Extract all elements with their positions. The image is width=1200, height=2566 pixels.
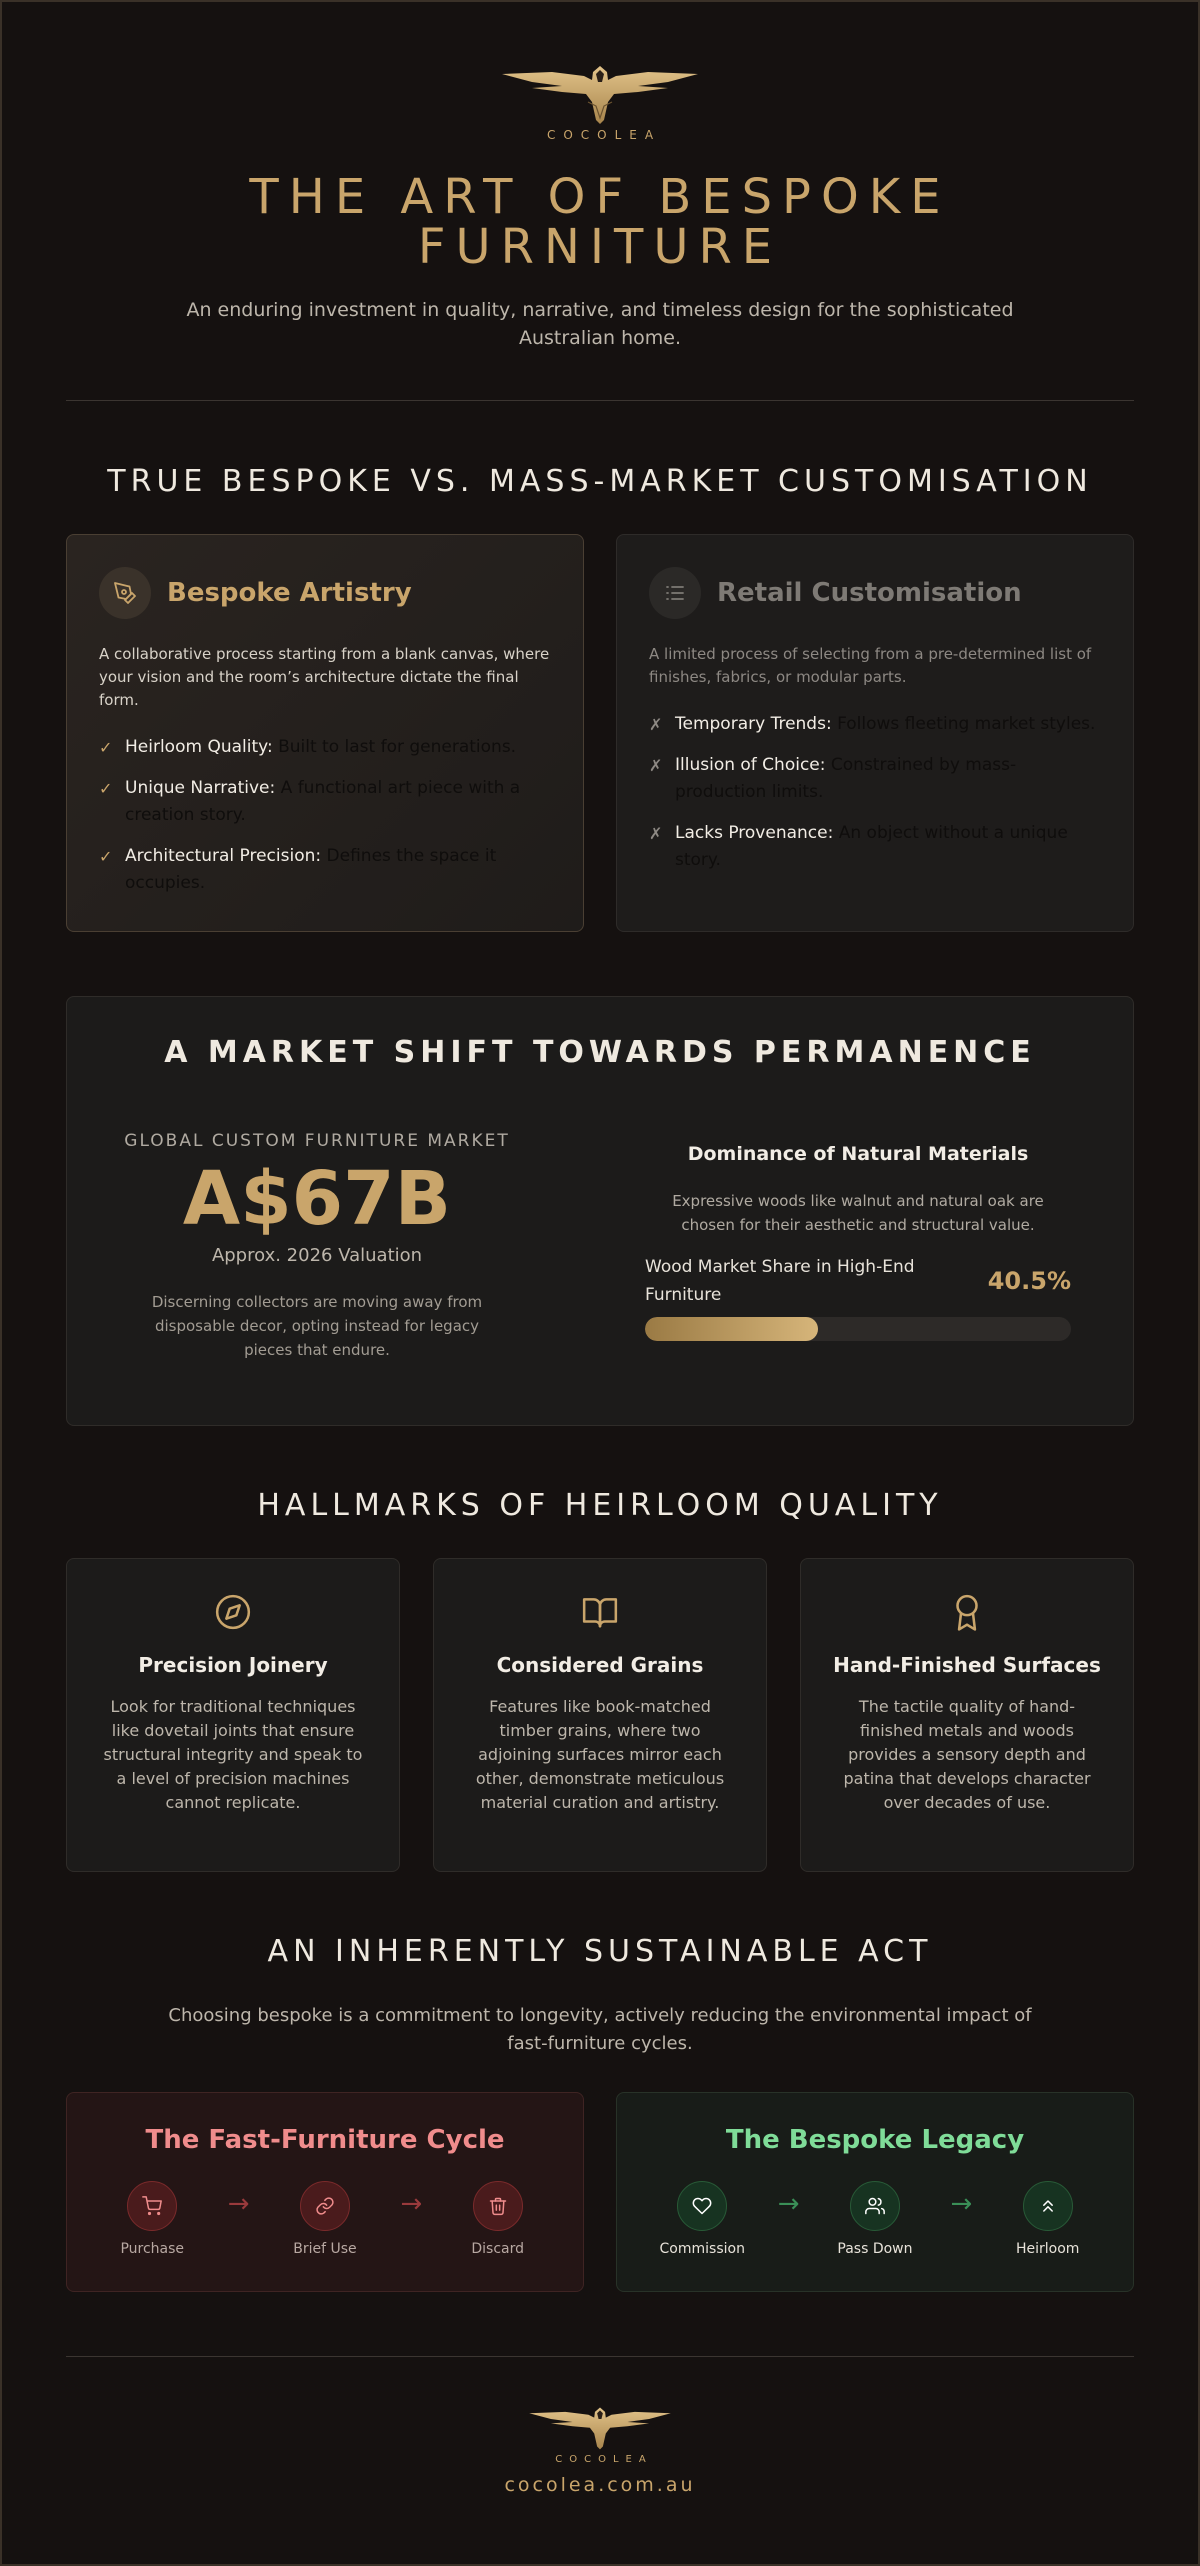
retail-list bbox=[649, 711, 1101, 874]
wood-share-bar-fill bbox=[645, 1317, 818, 1341]
list-item-text: Built to last for generations. bbox=[278, 737, 517, 757]
pen-tool-icon bbox=[99, 567, 151, 619]
retail-description: A limited process of selecting from a pre-determined list of finishes, fabrics, or modular parts. bbox=[649, 645, 1092, 686]
list-item-text: Follows fleeting market styles. bbox=[837, 714, 1096, 734]
bespoke-description: A collaborative process starting from a blank canvas, where your vision and the room’s architecture dictate the final form. bbox=[99, 645, 550, 709]
fast-furniture-cycle bbox=[66, 2092, 584, 2292]
list-item bbox=[649, 820, 1101, 874]
step-label: Heirloom bbox=[1015, 2241, 1080, 2257]
trash-icon bbox=[473, 2181, 523, 2231]
hallmark-title: Precision Joinery bbox=[138, 1653, 328, 1677]
heart-icon bbox=[677, 2181, 727, 2231]
hallmark-description: Look for traditional techniques like dovetail joints that ensure structural integrity and speak to a level of precision machines cannot replicate. bbox=[103, 1697, 363, 1812]
step-label: Discard bbox=[471, 2241, 525, 2257]
sustainable-subtitle: Choosing bespoke is a commitment to longevity, actively reducing the environmental impact of fast-furniture cycles. bbox=[168, 2005, 1032, 2054]
check-icon: ✓ bbox=[99, 779, 113, 798]
cycle-step bbox=[443, 2181, 553, 2257]
market-panel bbox=[66, 996, 1134, 1426]
list-item-label: Illusion of Choice: bbox=[675, 755, 826, 775]
list-item-label: Architectural Precision: bbox=[125, 846, 322, 866]
list-item-text: Constrained by mass-production limits. bbox=[675, 755, 1017, 802]
brand-logo bbox=[0, 62, 1200, 142]
materials-title: Dominance of Natural Materials bbox=[687, 1143, 1029, 1165]
arrow-right-icon: → bbox=[400, 2189, 423, 2219]
check-icon: ✓ bbox=[99, 738, 113, 757]
retail-title: Retail Customisation bbox=[717, 578, 1022, 608]
check-icon: ✓ bbox=[99, 847, 113, 866]
bespoke-legacy-cycle bbox=[616, 2092, 1134, 2292]
list-item bbox=[649, 752, 1101, 806]
divider bbox=[66, 400, 1134, 401]
footer-logo bbox=[0, 2404, 1200, 2465]
arrow-right-icon: → bbox=[227, 2189, 250, 2219]
shopping-cart-icon bbox=[127, 2181, 177, 2231]
compass-icon bbox=[97, 1591, 369, 1633]
list-icon bbox=[649, 567, 701, 619]
link-icon bbox=[300, 2181, 350, 2231]
hallmark-title: Considered Grains bbox=[496, 1653, 704, 1677]
list-item-text: Defines the space it occupies. bbox=[125, 846, 497, 893]
list-item-label: Lacks Provenance: bbox=[675, 823, 834, 843]
eagle-icon bbox=[492, 62, 708, 124]
market-valuation: Approx. 2026 Valuation bbox=[211, 1245, 423, 1266]
cycle-step bbox=[647, 2181, 757, 2257]
arrow-right-icon: → bbox=[950, 2189, 973, 2219]
legacy-cycle-title: The Bespoke Legacy bbox=[725, 2125, 1025, 2155]
hallmark-title: Hand-Finished Surfaces bbox=[833, 1653, 1101, 1677]
list-item-text: An object without a unique story. bbox=[675, 823, 1068, 870]
wood-share-label: Wood Market Share in High-End Furniture bbox=[645, 1257, 915, 1305]
market-value: A$67B bbox=[182, 1156, 452, 1242]
divider bbox=[66, 2356, 1134, 2357]
hallmark-description: The tactile quality of hand-finished metals and woods provides a sensory depth and patina that develops character over decades of use. bbox=[843, 1697, 1091, 1812]
hallmarks-title: HALLMARKS OF HEIRLOOM QUALITY bbox=[257, 1488, 943, 1523]
hero-title: THE ART OF BESPOKE FURNITURE bbox=[249, 169, 951, 275]
wood-share-bar bbox=[645, 1317, 1071, 1341]
market-note: Discerning collectors are moving away from disposable decor, opting instead for legacy pieces that endure. bbox=[151, 1293, 483, 1359]
cycle-step bbox=[270, 2181, 380, 2257]
cross-icon: ✗ bbox=[649, 756, 663, 775]
cycle-step bbox=[97, 2181, 207, 2257]
users-icon bbox=[850, 2181, 900, 2231]
hallmark-description: Features like book-matched timber grains, where two adjoining surfaces mirror each other, demonstrate meticulous material curation and artistry. bbox=[475, 1697, 725, 1812]
market-title: A MARKET SHIFT TOWARDS PERMANENCE bbox=[164, 1035, 1036, 1070]
cross-icon: ✗ bbox=[649, 715, 663, 734]
list-item bbox=[99, 843, 551, 897]
hallmark-card bbox=[800, 1558, 1134, 1872]
list-item-label: Heirloom Quality: bbox=[125, 737, 273, 757]
list-item bbox=[99, 775, 551, 829]
list-item-label: Unique Narrative: bbox=[125, 778, 276, 798]
step-label: Pass Down bbox=[837, 2241, 913, 2257]
step-label: Commission bbox=[659, 2241, 745, 2257]
award-ribbon-icon bbox=[831, 1591, 1103, 1633]
list-item-label: Temporary Trends: bbox=[675, 714, 832, 734]
market-label: GLOBAL CUSTOM FURNITURE MARKET bbox=[124, 1131, 510, 1151]
brand-wordmark: COCOLEA bbox=[546, 128, 662, 142]
list-item bbox=[99, 734, 551, 761]
materials-description: Expressive woods like walnut and natural oak are chosen for their aesthetic and structural value. bbox=[672, 1192, 1044, 1234]
hallmark-card bbox=[66, 1558, 400, 1872]
footer-url-link[interactable]: cocolea.com.au bbox=[504, 2474, 696, 2496]
fast-cycle-title: The Fast-Furniture Cycle bbox=[145, 2125, 505, 2155]
step-label: Brief Use bbox=[293, 2241, 357, 2257]
hero-subtitle: An enduring investment in quality, narrative, and timeless design for the sophisticated Australian home. bbox=[186, 299, 1014, 349]
list-item-text: A functional art piece with a creation story. bbox=[125, 778, 521, 825]
cross-icon: ✗ bbox=[649, 824, 663, 843]
open-book-icon bbox=[464, 1591, 736, 1633]
list-item bbox=[649, 711, 1101, 738]
wood-share-value: 40.5% bbox=[987, 1267, 1071, 1295]
retail-card bbox=[616, 534, 1134, 932]
cycle-step bbox=[993, 2181, 1103, 2257]
hallmark-card bbox=[433, 1558, 767, 1872]
comparison-title: TRUE BESPOKE VS. MASS-MARKET CUSTOMISATION bbox=[107, 464, 1093, 499]
step-label: Purchase bbox=[120, 2241, 185, 2257]
bespoke-title: Bespoke Artistry bbox=[167, 578, 412, 608]
chevrons-up-icon bbox=[1023, 2181, 1073, 2231]
bespoke-card bbox=[66, 534, 584, 932]
cycle-step bbox=[820, 2181, 930, 2257]
sustainable-title: AN INHERENTLY SUSTAINABLE ACT bbox=[267, 1934, 933, 1969]
footer-wordmark: COCOLEA bbox=[555, 2454, 653, 2465]
eagle-icon bbox=[522, 2404, 678, 2450]
arrow-right-icon: → bbox=[777, 2189, 800, 2219]
bespoke-list bbox=[99, 734, 551, 897]
